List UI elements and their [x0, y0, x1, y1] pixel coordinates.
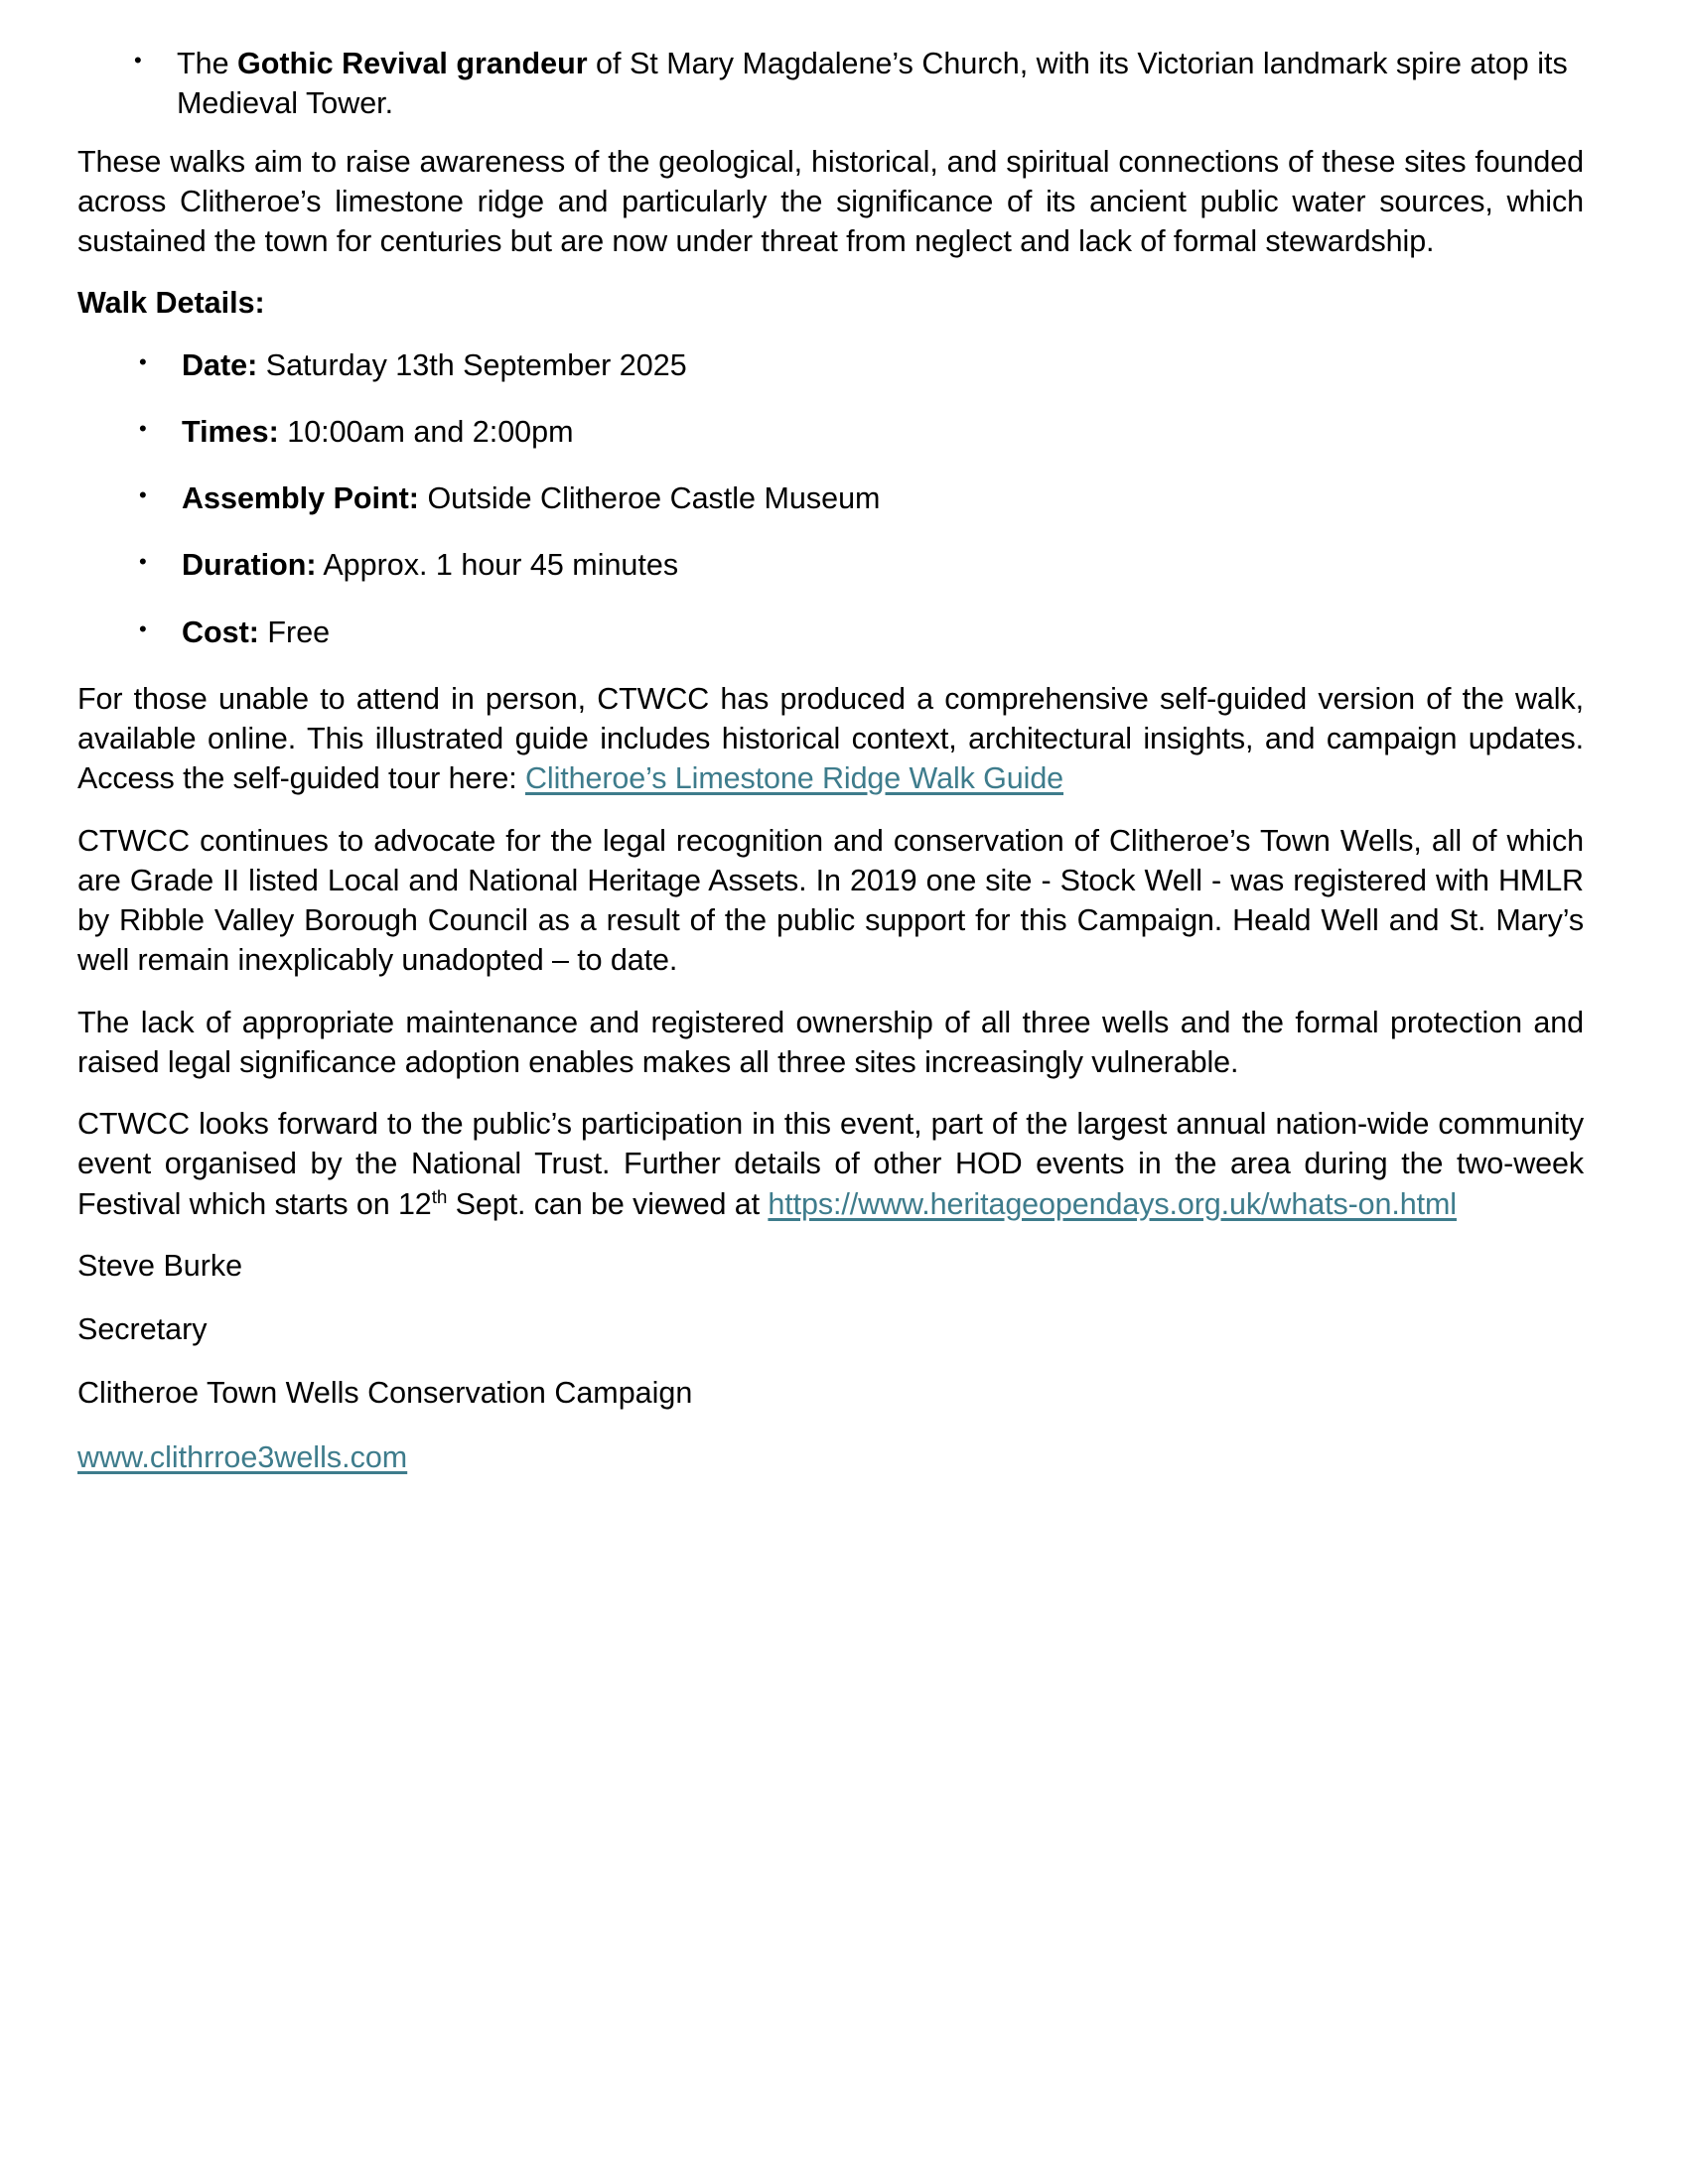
paragraph-lack-of-maintenance: The lack of appropriate maintenance and registered ownership of all three wells and the formal protection and raised legal significance adoption enables makes all three sites increasingly vulnerable. [77, 1005, 1584, 1079]
link-heritage-open-days[interactable]: https://www.heritageopendays.org.uk/whats-on.html [768, 1186, 1457, 1221]
list-item-duration [77, 545, 1584, 585]
intro-bullet-list [77, 44, 1584, 124]
detail-value-assembly-point: Outside Clitheroe Castle Museum [427, 481, 881, 515]
bullet-text-bold: Gothic Revival grandeur [237, 47, 588, 80]
list-item-cost [77, 613, 1584, 652]
detail-label-duration: Duration: [182, 548, 317, 583]
paragraph-advocate: CTWCC continues to advocate for the legal recognition and conservation of Clitheroe’s Town Wells, all of which are Grade II listed Local and National Heritage Assets. In 2019 one site - Stock Well - was registered with HMLR by Ribble Valley Borough Council as a result of the public support for this Campaign. Heald Well and St. Mary’s well remain inexplicably unadopted – to date. [77, 823, 1584, 978]
paragraph-self-guided [77, 679, 1584, 799]
detail-label-times: Times: [182, 414, 279, 449]
ordinal-superscript: th [431, 1186, 448, 1208]
paragraph-walk-aims: These walks aim to raise awareness of the geological, historical, and spiritual connections of these sites founded across Clitheroe’s limestone ridge and particularly the significance of its ancient public water sources, which sustained the town for centuries but are now under threat from neglect and lack of formal stewardship. [77, 144, 1584, 258]
link-campaign-website[interactable]: www.clithrroe3wells.com [77, 1439, 408, 1474]
walk-details-list [77, 345, 1584, 652]
signature-organisation: Clitheroe Town Wells Conservation Campaign [77, 1376, 693, 1411]
signature-role: Secretary [77, 1312, 208, 1346]
detail-value-times: 10:00am and 2:00pm [287, 414, 574, 449]
bullet-text-prefix: The [177, 47, 238, 80]
list-item-times [77, 412, 1584, 452]
signature-name: Steve Burke [77, 1248, 243, 1283]
detail-value-duration: Approx. 1 hour 45 minutes [323, 548, 679, 583]
detail-label-assembly-point: Assembly Point: [182, 481, 419, 515]
bullet-text-suffix: of St Mary Magdalene’s Church, with its Victorian landmark spire atop its Medieval Tower. [177, 47, 1568, 121]
list-item-date [77, 345, 1584, 385]
detail-label-cost: Cost: [182, 614, 259, 649]
detail-value-date: Saturday 13th September 2025 [265, 347, 687, 382]
forward-text-part1: CTWCC looks forward to the public’s participation in this event, part of the largest annual nation-wide community event organised by the National Trust. Further details of other HOD events in the area during the two-week Festival which starts on 12 [77, 1107, 1584, 1221]
self-guided-text: For those unable to attend in person, CTWCC has produced a comprehensive self-guided version of the walk, available online. This illustrated guide includes historical context, architectural insights, and campaign updates. Access the self-guided tour here: [77, 681, 1584, 796]
list-item [77, 44, 1584, 124]
signature-website-line [77, 1437, 1584, 1477]
forward-text-part2: Sept. can be viewed at [447, 1186, 769, 1221]
detail-label-date: Date: [182, 347, 258, 382]
walk-details-heading: Walk Details: [77, 286, 265, 321]
list-item-assembly-point [77, 478, 1584, 518]
detail-value-cost: Free [267, 614, 331, 649]
link-walk-guide[interactable]: Clitheroe’s Limestone Ridge Walk Guide [524, 761, 1064, 796]
paragraph-looks-forward [77, 1104, 1584, 1224]
